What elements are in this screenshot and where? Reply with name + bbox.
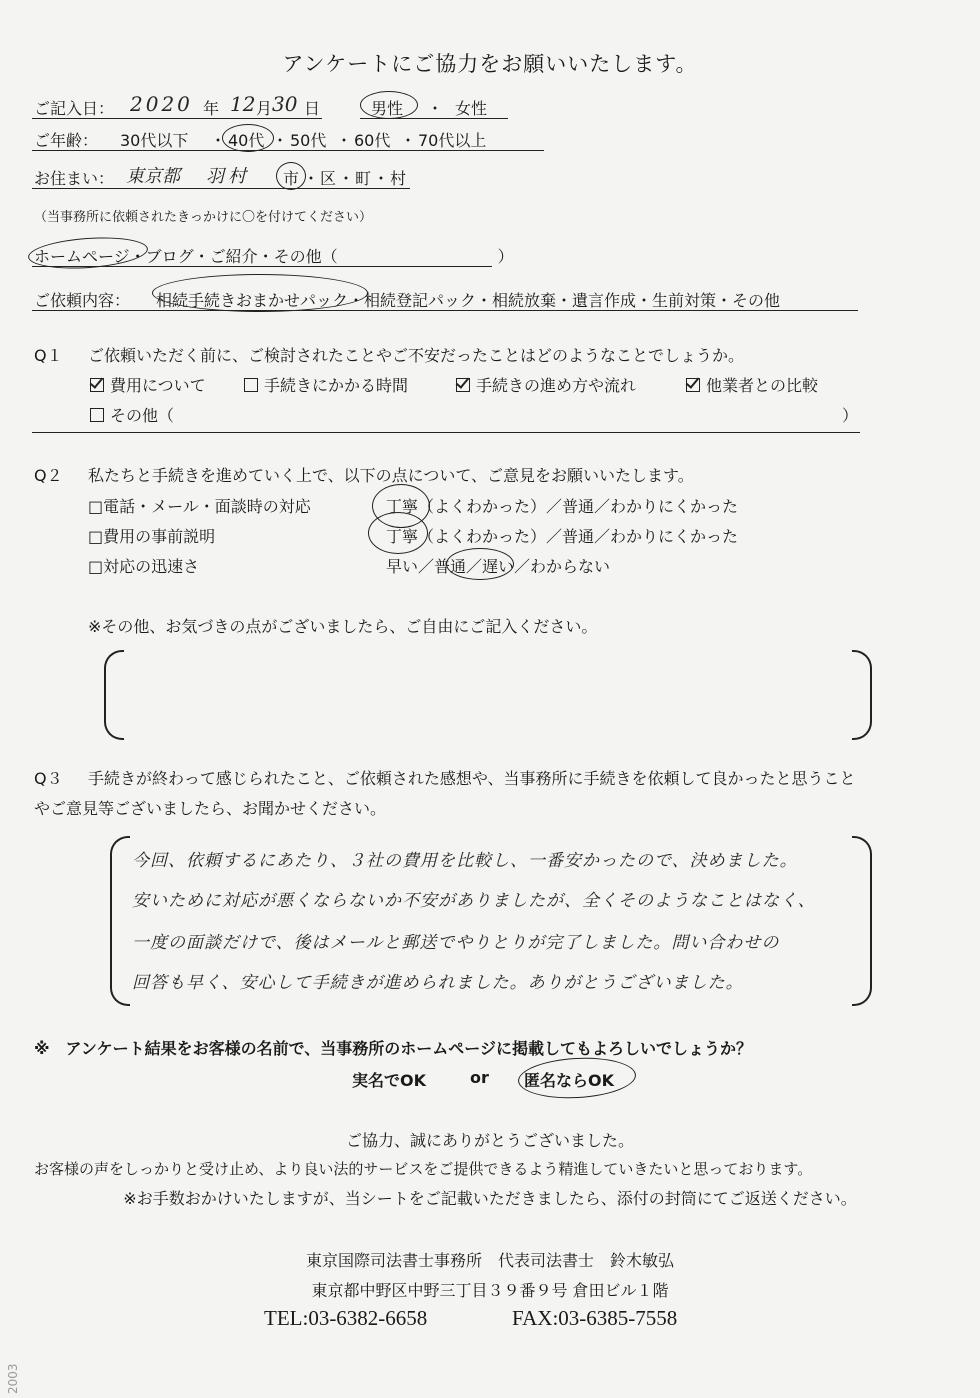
q1-option-label: 他業者との比較	[706, 376, 819, 395]
request-underline	[32, 310, 858, 311]
publish-or: or	[470, 1068, 489, 1087]
age-sep: ・	[272, 131, 289, 150]
checkbox-icon[interactable]	[90, 408, 104, 422]
fill-date-year-suffix: 年	[203, 99, 220, 118]
age-option-1[interactable]: 40代	[228, 131, 265, 150]
q1-option-label: 手続きの進め方や流れ	[476, 376, 637, 395]
q2-row-item: □費用の事前説明	[88, 527, 216, 546]
residence-selected-circle	[276, 162, 306, 190]
residence-underline	[32, 188, 410, 189]
residence-city: 羽村	[206, 166, 250, 187]
q1-option-1[interactable]	[244, 373, 408, 396]
request-options[interactable]: 相続手続きおまかせパック・相続登記パック・相続放棄・遺言作成・生前対策・その他	[156, 291, 781, 310]
checkbox-checked-icon[interactable]	[90, 378, 104, 392]
q3-question-line1: 手続きが終わって感じられたこと、ご依頼された感想や、当事務所に手続きを依頼して良かったと思うこと	[88, 769, 856, 788]
age-label: ご年齢：	[34, 131, 99, 150]
q1-option-2[interactable]	[456, 373, 636, 396]
q3-answer-line: 今回、依頼するにあたり、３社の費用を比較し、一番安かったので、決めました。	[132, 851, 798, 871]
q2-question: 私たちと手続きを進めていく上で、以下の点について、ご意見をお願いいたします。	[88, 466, 694, 485]
residence-sep: ・	[373, 169, 390, 188]
q2-row-selected-circle	[446, 548, 514, 580]
office-tel[interactable]: TEL:03-6382-6658	[264, 1306, 428, 1330]
publish-option-anon[interactable]: 匿名ならOK	[524, 1071, 615, 1090]
gender-male[interactable]: 男性	[371, 99, 404, 118]
gender-female[interactable]: 女性	[455, 99, 488, 118]
q1-other-label: その他（	[110, 406, 175, 425]
residence-sep: ・	[338, 169, 355, 188]
age-sep: ・	[336, 131, 353, 150]
q1-option-label: 費用について	[110, 376, 206, 395]
q3-answer-box-left	[110, 836, 130, 1006]
age-underline	[32, 150, 544, 151]
q2-free-prompt: ※その他、お気づきの点がございましたら、ご自由にご記入ください。	[88, 617, 598, 636]
office-name: 東京国際司法書士事務所 代表司法書士 鈴木敏弘	[305, 1251, 674, 1270]
q1-other[interactable]	[90, 403, 174, 426]
age-option-4[interactable]: 70代以上	[418, 131, 487, 150]
closing-line3: ※お手数おかけいたしますが、当シートをご記載いただきましたら、添付の封筒にてご返送ください。	[123, 1189, 857, 1208]
q2-free-box-left	[104, 650, 124, 740]
q1-option-3[interactable]	[686, 373, 818, 396]
publish-question: ※ アンケート結果をお客様の名前で、当事務所のホームページに掲載してもよろしいでしょうか？	[34, 1039, 752, 1058]
age-option-0[interactable]: 30代以下	[120, 131, 189, 150]
residence-type-3[interactable]: 村	[390, 169, 407, 188]
q3-question-line2: やご意見等ございましたら、お聞かせください。	[34, 799, 387, 818]
age-selected-circle	[222, 124, 274, 152]
residence-type-1[interactable]: 区	[320, 169, 337, 188]
checkbox-checked-icon[interactable]	[686, 378, 700, 392]
request-label: ご依頼内容：	[34, 291, 131, 310]
publish-option-real[interactable]: 実名でOK	[352, 1071, 427, 1090]
residence-sep: ・	[303, 169, 320, 188]
q2-row-scale[interactable]: 丁寧（よくわかった）／普通／わかりにくかった	[386, 527, 739, 546]
q1-other-close: ）	[842, 406, 859, 425]
checkbox-checked-icon[interactable]	[456, 378, 470, 392]
office-address: 東京都中野区中野三丁目３９番９号 倉田ビル１階	[311, 1281, 669, 1300]
q3-answer-line: 安いために対応が悪くならないか不安がありましたが、全くそのようなことはなく、	[132, 891, 816, 911]
request-selected-circle	[152, 274, 368, 312]
q3-answer-box-right	[852, 836, 872, 1006]
q2-row-item: □対応の迅速さ	[88, 557, 200, 576]
fill-date-underline	[32, 118, 322, 119]
fill-date-year: 2020	[130, 92, 193, 116]
q1-number: Q１	[34, 346, 63, 365]
trigger-options[interactable]: ホームページ・ブログ・ご紹介・その他（ ）	[34, 247, 514, 266]
gender-selected-circle	[360, 91, 418, 119]
gender-separator: ・	[427, 99, 444, 118]
closing-thanks: ご協力、誠にありがとうございました。	[345, 1131, 634, 1150]
q3-answer-line: 回答も早く、安心して手続きが進められました。ありがとうございました。	[132, 973, 744, 993]
fill-date-month: 12	[230, 92, 256, 116]
q3-number: Q３	[34, 769, 63, 788]
q3-answer-line: 一度の面談だけで、後はメールと郵送でやりとりが完了しました。問い合わせの	[132, 933, 780, 953]
q2-row-scale[interactable]: 早い／普通／遅い／わからない	[386, 557, 611, 576]
age-sep: ・	[210, 131, 227, 150]
age-option-2[interactable]: 50代	[290, 131, 327, 150]
residence-label: お住まい：	[34, 169, 115, 188]
residence-prefecture: 東京都	[126, 166, 180, 187]
q2-row-selected-circle	[368, 512, 428, 554]
q1-option-0[interactable]	[90, 373, 206, 396]
trigger-instruction: （当事務所に依頼されたきっかけに〇を付けてください）	[34, 210, 373, 225]
age-option-3[interactable]: 60代	[354, 131, 391, 150]
fill-date-label: ご記入日：	[34, 99, 115, 118]
office-fax: FAX:03-6385-7558	[512, 1306, 678, 1330]
q2-row-item: □電話・メール・面談時の対応	[88, 497, 311, 516]
q1-option-label: 手続きにかかる時間	[264, 376, 409, 395]
fill-date-day: 30	[272, 92, 298, 116]
q2-free-box-right	[852, 650, 872, 740]
q1-underline	[32, 432, 860, 433]
gender-underline	[360, 118, 508, 119]
checkbox-icon[interactable]	[244, 378, 258, 392]
page-stamp: 2003	[6, 1363, 20, 1394]
trigger-underline	[32, 266, 492, 267]
fill-date-month-suffix: 月	[256, 99, 273, 118]
q2-number: Q２	[34, 466, 63, 485]
q2-free-answer-area[interactable]	[126, 652, 846, 736]
q1-question: ご依頼いただく前に、ご検討されたことやご不安だったことはどのようなことでしょうか。	[88, 346, 745, 365]
page-title: アンケートにご協力をお願いいたします。	[282, 52, 698, 76]
residence-type-2[interactable]: 町	[355, 169, 372, 188]
fill-date-day-suffix: 日	[304, 99, 321, 118]
q2-row-scale[interactable]: 丁寧（よくわかった）／普通／わかりにくかった	[386, 497, 739, 516]
age-sep: ・	[400, 131, 417, 150]
residence-type-0[interactable]: 市	[283, 169, 300, 188]
publish-selected-circle	[517, 1055, 637, 1101]
closing-line2: お客様の声をしっかりと受け止め、より良い法的サービスをご提供できるよう精進していきたいと思っております。	[34, 1160, 813, 1178]
